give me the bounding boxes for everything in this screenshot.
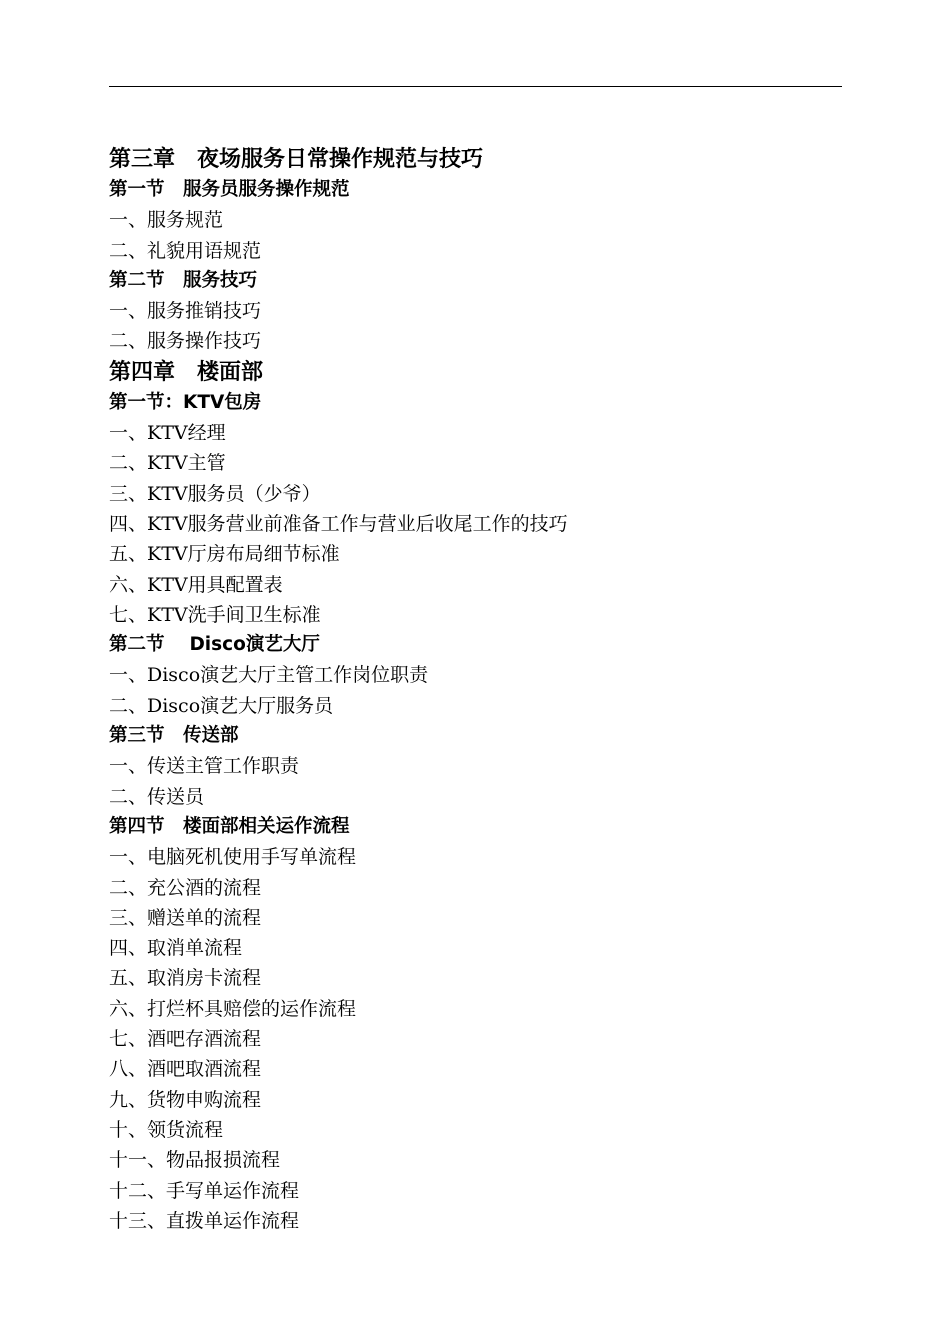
toc-item: 十一、物品报损流程 <box>109 1149 281 1172</box>
toc-item: 十三、直拨单运作流程 <box>109 1209 300 1232</box>
section-heading: 第三节 传送部 <box>109 725 239 747</box>
toc-item: 一、Disco演艺大厅主管工作岗位职责 <box>109 664 429 687</box>
chapter-heading: 第四章 楼面部 <box>109 359 264 385</box>
toc-item: 一、KTV经理 <box>109 422 226 445</box>
toc-item: 五、KTV厅房布局细节标准 <box>109 543 340 566</box>
toc-item: 一、服务推销技巧 <box>109 300 262 323</box>
toc-item: 一、服务规范 <box>109 209 224 232</box>
toc-item: 二、充公酒的流程 <box>109 876 262 899</box>
section-heading: 第一节 服务员服务操作规范 <box>109 179 350 200</box>
toc-item: 一、传送主管工作职责 <box>109 755 300 778</box>
toc-item: 十、领货流程 <box>109 1118 224 1141</box>
toc-item: 二、礼貌用语规范 <box>109 239 262 262</box>
section-heading: 第二节 Disco演艺大厅 <box>109 634 320 656</box>
toc-item: 七、KTV洗手间卫生标准 <box>109 603 321 626</box>
header-rule <box>109 86 842 87</box>
toc-item: 十二、手写单运作流程 <box>109 1179 300 1202</box>
toc-item: 九、货物申购流程 <box>109 1088 262 1111</box>
chapter-heading: 第三章 夜场服务日常操作规范与技巧 <box>109 147 484 172</box>
table-of-contents <box>109 144 842 1236</box>
toc-item: 二、KTV主管 <box>109 452 226 475</box>
toc-item: 一、电脑死机使用手写单流程 <box>109 846 357 869</box>
toc-item: 八、酒吧取酒流程 <box>109 1058 262 1081</box>
toc-item: 四、取消单流程 <box>109 937 243 960</box>
toc-item: 七、酒吧存酒流程 <box>109 1028 262 1051</box>
toc-item: 三、KTV服务员（少爷） <box>109 482 321 505</box>
toc-item: 四、KTV服务营业前准备工作与营业后收尾工作的技巧 <box>109 512 568 535</box>
section-heading: 第一节：KTV包房 <box>109 391 262 413</box>
toc-item: 六、KTV用具配置表 <box>109 573 283 596</box>
toc-item: 二、服务操作技巧 <box>109 330 262 353</box>
toc-item: 二、Disco演艺大厅服务员 <box>109 694 334 717</box>
section-heading: 第四节 楼面部相关运作流程 <box>109 815 350 837</box>
toc-item: 六、打烂杯具赔偿的运作流程 <box>109 997 357 1020</box>
section-heading: 第二节 服务技巧 <box>109 269 258 291</box>
toc-item: 三、赠送单的流程 <box>109 906 262 929</box>
toc-item: 二、传送员 <box>109 785 205 808</box>
toc-item: 五、取消房卡流程 <box>109 967 262 990</box>
